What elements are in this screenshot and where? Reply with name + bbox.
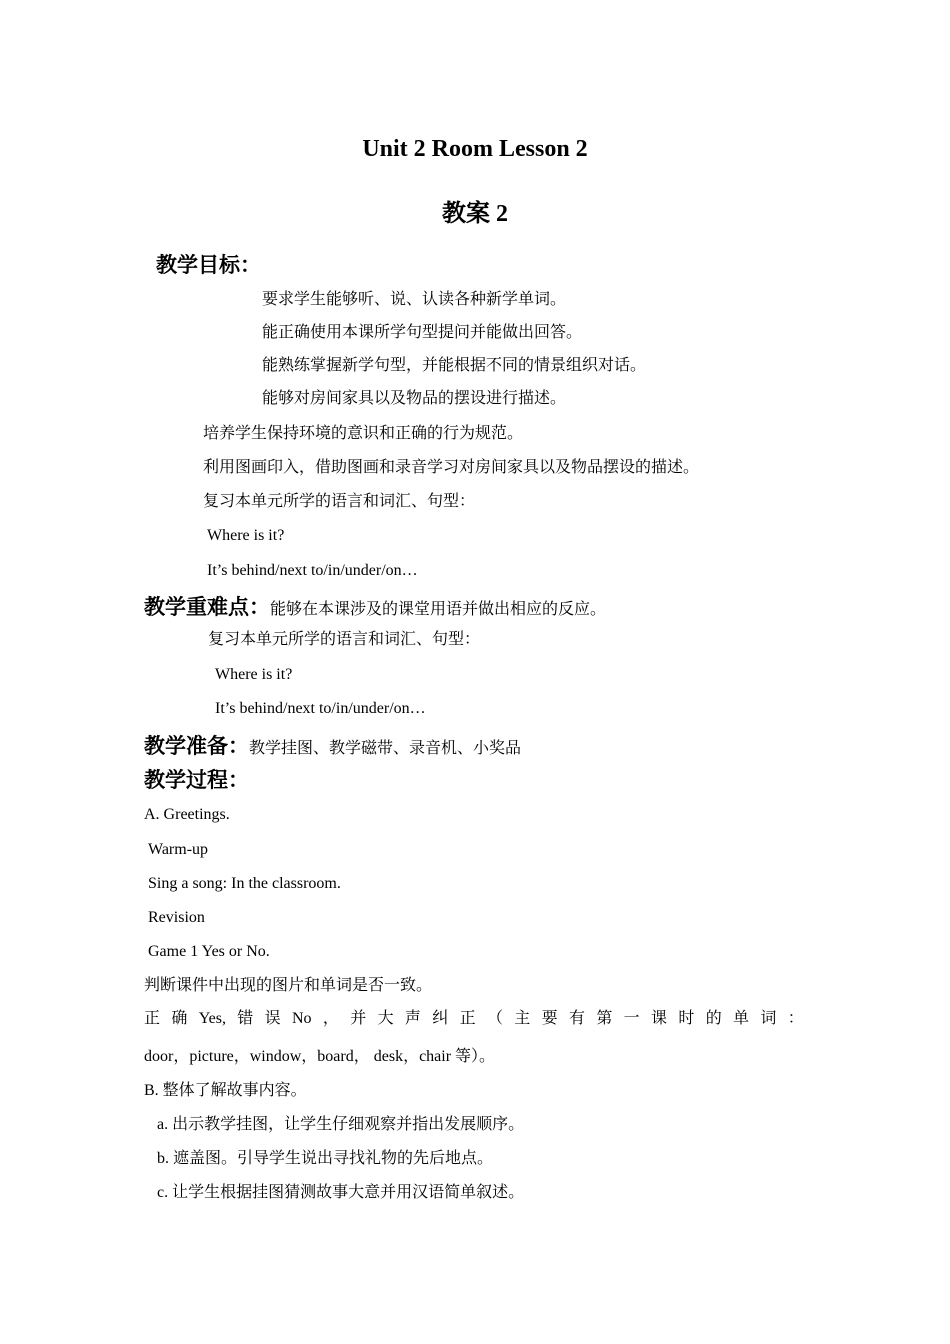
document-title: Unit 2 Room Lesson 2	[362, 136, 588, 162]
objective-item: 利用图画印入，借助图画和录音学习对房间家具以及物品摆设的描述。	[203, 459, 700, 476]
justified-token: 的	[705, 1010, 722, 1027]
justified-token: 要	[541, 1010, 558, 1027]
objective-item: 培养学生保持环境的意识和正确的行为规范。	[203, 425, 524, 442]
justified-token: 大	[377, 1010, 394, 1027]
justified-token: ，	[322, 1010, 339, 1027]
key-point-item: It’s behind/next to/in/under/on…	[215, 700, 426, 717]
objective-item: Where is it?	[207, 527, 285, 544]
key-points-heading: 教学重难点：	[144, 595, 270, 619]
process-line: A. Greetings.	[144, 806, 230, 823]
objective-item: It’s behind/next to/in/under/on…	[207, 562, 418, 579]
justified-token: 正	[144, 1010, 161, 1027]
key-point-item: 复习本单元所学的语言和词汇、句型：	[208, 631, 481, 648]
process-line: Warm-up	[148, 841, 209, 858]
justified-token: 确	[171, 1010, 188, 1027]
justified-token: 一	[623, 1010, 640, 1027]
justified-token: ：	[787, 1010, 804, 1027]
process-heading: 教学过程：	[144, 768, 249, 792]
justified-token: 课	[651, 1010, 668, 1027]
key-points-inline: 能够在本课涉及的课堂用语并做出相应的反应。	[270, 601, 607, 618]
preparation-row	[144, 733, 521, 759]
justified-token: Yes,	[198, 1010, 226, 1027]
key-points-row	[144, 594, 606, 620]
objective-item: 能正确使用本课所学句型提问并能做出回答。	[262, 324, 583, 341]
justified-token: 正	[459, 1010, 476, 1027]
justified-token: 错	[237, 1010, 254, 1027]
preparation-heading: 教学准备：	[144, 734, 249, 758]
justified-token: 词	[760, 1010, 777, 1027]
justified-token: 并	[350, 1010, 367, 1027]
objective-item: 能熟练掌握新学句型，并能根据不同的情景组织对话。	[262, 357, 647, 374]
justified-token: 第	[596, 1010, 613, 1027]
key-point-item: Where is it?	[215, 666, 293, 683]
words-line: door，picture，window，board， desk，chair 等）。	[144, 1048, 496, 1065]
objective-item: 能够对房间家具以及物品的摆设进行描述。	[262, 390, 567, 407]
objectives-heading: 教学目标：	[156, 253, 261, 277]
sub-item: a. 出示教学挂图，让学生仔细观察并指出发展顺序。	[157, 1116, 525, 1133]
justified-token: 单	[733, 1010, 750, 1027]
justified-line	[144, 1009, 804, 1029]
objective-item: 复习本单元所学的语言和词汇、句型：	[203, 493, 476, 510]
process-line: Sing a song: In the classroom.	[148, 875, 341, 892]
justified-token: No	[291, 1010, 312, 1027]
preparation-inline: 教学挂图、教学磁带、录音机、小奖品	[249, 740, 522, 757]
justified-token: 误	[264, 1010, 281, 1027]
document-subtitle: 教案 2	[442, 201, 508, 227]
justified-token: 声	[404, 1010, 421, 1027]
justified-token: （	[486, 1010, 503, 1027]
justified-token: 纠	[432, 1010, 449, 1027]
section-b: B. 整体了解故事内容。	[144, 1082, 307, 1099]
objective-item: 要求学生能够听、说、认读各种新学单词。	[262, 291, 567, 308]
justified-token: 有	[568, 1010, 585, 1027]
justified-token: 主	[514, 1010, 531, 1027]
justified-token: 时	[678, 1010, 695, 1027]
process-line: Revision	[148, 909, 205, 926]
sub-item: c. 让学生根据挂图猜测故事大意并用汉语简单叙述。	[157, 1184, 525, 1201]
process-line: 判断课件中出现的图片和单词是否一致。	[144, 977, 433, 994]
sub-item: b. 遮盖图。引导学生说出寻找礼物的先后地点。	[157, 1150, 494, 1167]
process-line: Game 1 Yes or No.	[148, 943, 270, 960]
